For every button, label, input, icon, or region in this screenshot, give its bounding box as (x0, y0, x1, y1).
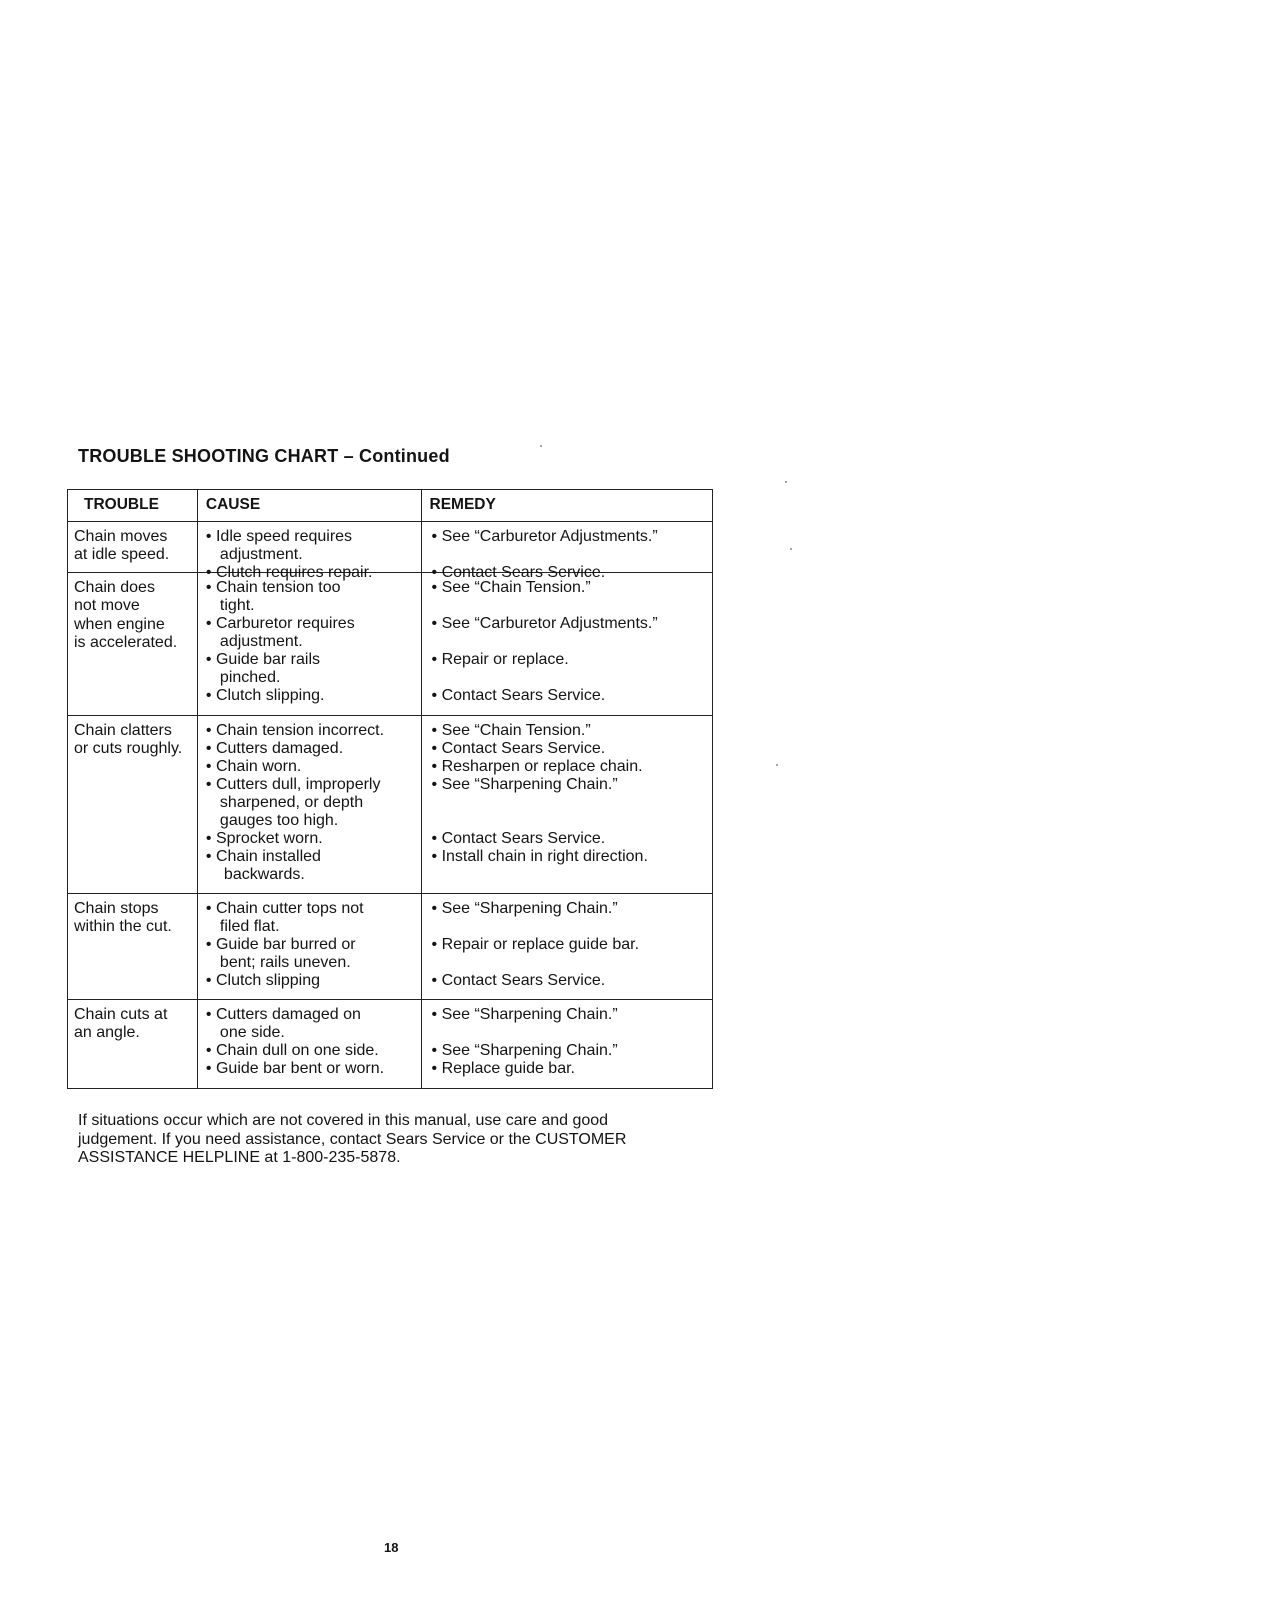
header-remedy: REMEDY (421, 490, 712, 522)
text-line: • Cutters damaged. (205, 739, 344, 757)
text-line: • Chain tension too (205, 578, 341, 596)
text-line: when engine (74, 615, 165, 633)
header-trouble: TROUBLE (68, 490, 198, 522)
cause-cell (197, 715, 421, 893)
remedy-cell (421, 572, 712, 715)
text-line: gauges too high. (219, 811, 339, 829)
remedy-cell (421, 999, 712, 1088)
remedy-cell (421, 521, 712, 581)
trouble-cell (68, 521, 198, 572)
text-line: Chain does (74, 578, 155, 596)
text-line: • Guide bar burred or (205, 935, 356, 953)
text-line: • Chain dull on one side. (205, 1041, 379, 1059)
footer-line: If situations occur which are not covered in this manual, use care and good (78, 1112, 609, 1129)
text-line: • See “Chain Tension.” (431, 721, 591, 739)
text-line: • See “Chain Tension.” (431, 578, 591, 596)
text-line: • Chain worn. (205, 757, 302, 775)
table-row (68, 572, 713, 715)
text-line: • See “Sharpening Chain.” (431, 1041, 618, 1059)
text-line: • See “Sharpening Chain.” (431, 1005, 618, 1023)
text-line: • Carburetor requires (205, 614, 355, 632)
text-line: • Resharpen or replace chain. (431, 757, 643, 775)
scan-speck (785, 481, 787, 483)
text-line: • See “Sharpening Chain.” (431, 775, 618, 793)
text-line: Chain stops (74, 899, 159, 917)
text-line: • Chain tension incorrect. (205, 721, 385, 739)
cause-cell (197, 999, 421, 1088)
text-line: one side. (219, 1023, 285, 1041)
trouble-cell (68, 999, 198, 1088)
text-line: • Chain installed (205, 847, 321, 865)
text-line: • Contact Sears Service. (431, 563, 606, 581)
text-line: • See “Sharpening Chain.” (431, 899, 618, 917)
scan-speck (540, 445, 542, 447)
cause-cell (197, 572, 421, 715)
text-line: at idle speed. (74, 546, 170, 563)
text-line: Chain moves (74, 527, 168, 545)
text-line: • Clutch requires repair. (205, 563, 373, 581)
footer-line: ASSISTANCE HELPLINE at 1-800-235-5878. (78, 1149, 401, 1166)
text-line: • Replace guide bar. (431, 1059, 575, 1077)
text-line: • Guide bar bent or worn. (205, 1059, 385, 1077)
header-cause: CAUSE (197, 490, 421, 522)
text-line: • Guide bar rails (205, 650, 321, 668)
text-line: or cuts roughly. (74, 740, 183, 757)
text-line: • Clutch slipping. (205, 686, 325, 704)
text-line: within the cut. (74, 918, 172, 935)
text-line: • Repair or replace. (431, 650, 569, 668)
text-line: • Contact Sears Service. (431, 971, 606, 989)
text-line: • Idle speed requires (205, 527, 353, 545)
text-line: • Repair or replace guide bar. (431, 935, 640, 953)
text-line: • Contact Sears Service. (431, 829, 606, 847)
text-line: • Cutters dull, improperly (205, 775, 381, 793)
scan-speck (790, 548, 792, 550)
text-line: • Sprocket worn. (205, 829, 323, 847)
text-line: • Contact Sears Service. (431, 739, 606, 757)
trouble-cell (68, 572, 198, 715)
table-header-row (68, 490, 713, 522)
chart-heading: TROUBLE SHOOTING CHART – Continued (78, 446, 450, 466)
text-line: • Install chain in right direction. (431, 847, 648, 865)
cause-cell (197, 893, 421, 999)
text-line: tight. (219, 596, 255, 614)
remedy-cell (421, 715, 712, 893)
text-line: • Clutch slipping (205, 971, 321, 989)
text-line: • Chain cutter tops not (205, 899, 364, 917)
trouble-cell (68, 715, 198, 893)
text-line: not move (74, 597, 140, 614)
remedy-cell (421, 893, 712, 999)
text-line: is accelerated. (74, 634, 178, 651)
scan-speck (776, 764, 778, 766)
text-line: filed flat. (219, 917, 280, 935)
table-row (68, 521, 713, 572)
table-row (68, 715, 713, 893)
text-line: an angle. (74, 1024, 140, 1041)
text-line: adjustment. (219, 632, 303, 650)
trouble-cell (68, 893, 198, 999)
cause-cell (197, 521, 421, 581)
text-line: • See “Carburetor Adjustments.” (431, 527, 658, 545)
text-line: • Contact Sears Service. (431, 686, 606, 704)
footer-line: judgement. If you need assistance, contact Sears Service or the CUSTOMER (78, 1130, 627, 1148)
text-line: Chain clatters (74, 721, 172, 739)
text-line: bent; rails uneven. (219, 953, 351, 971)
table-row (68, 893, 713, 999)
text-line: adjustment. (219, 545, 303, 563)
table-row (68, 999, 713, 1088)
page-number: 18 (384, 1540, 399, 1555)
text-line: • Cutters damaged on (205, 1005, 361, 1023)
text-line: Chain cuts at (74, 1005, 168, 1023)
text-line: • See “Carburetor Adjustments.” (431, 614, 658, 632)
text-line: sharpened, or depth (219, 793, 364, 811)
trouble-shooting-table (67, 489, 713, 1089)
text-line: pinched. (219, 668, 281, 686)
footer-note (78, 1112, 698, 1168)
text-line: backwards. (223, 865, 305, 883)
